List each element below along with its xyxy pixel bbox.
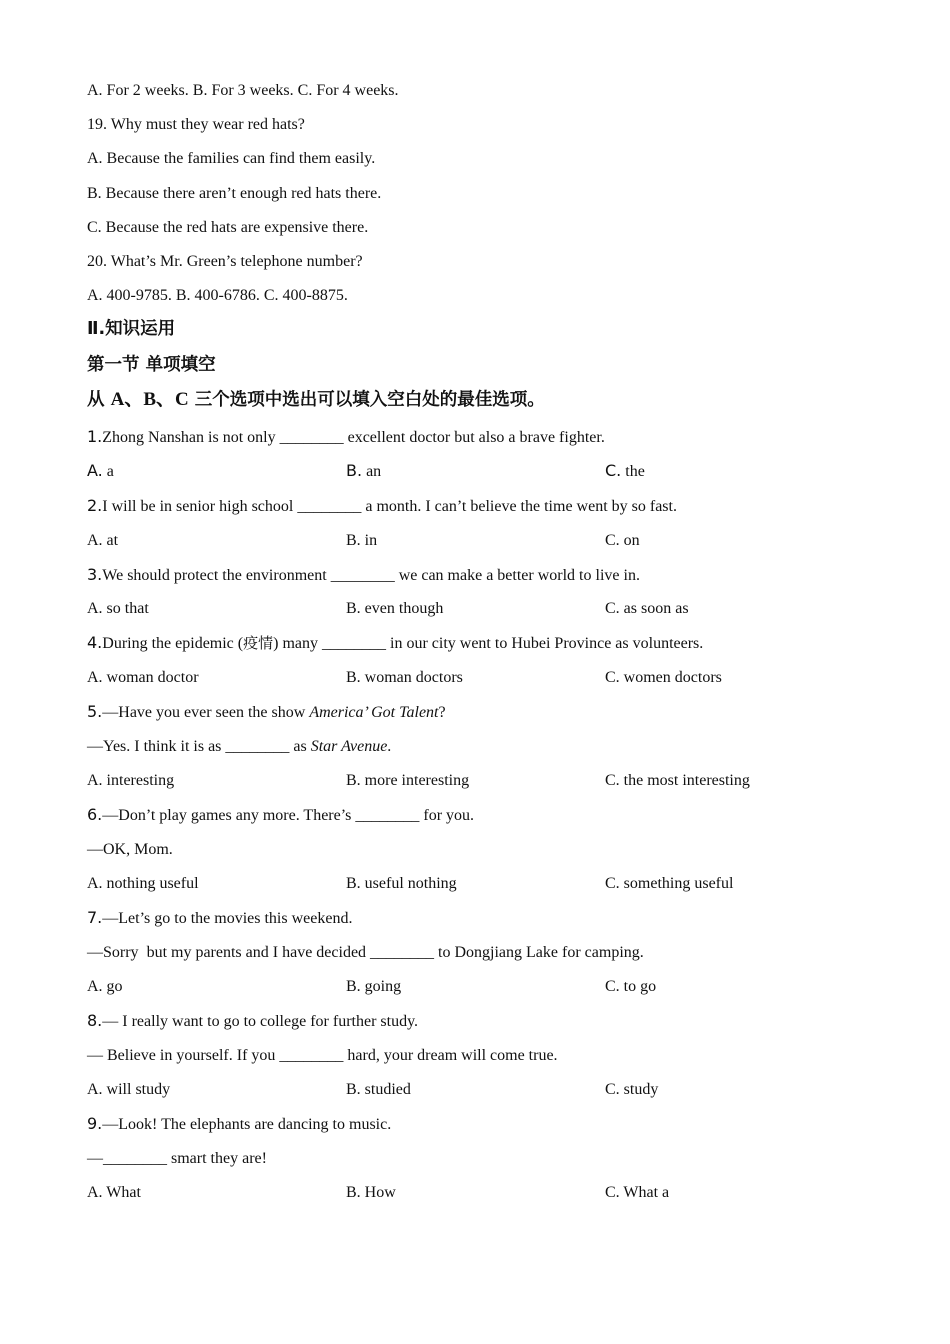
question-text: ?: [438, 704, 446, 721]
instruction-pre: 从: [87, 390, 111, 410]
question-2: [87, 496, 890, 517]
question-5-reply: [87, 737, 890, 757]
option-b: B. going: [346, 978, 402, 995]
question-9: [87, 1114, 890, 1135]
option-a: A. at: [87, 532, 119, 549]
option-letter: B.: [346, 461, 363, 480]
question-number: 6.: [87, 805, 103, 824]
question-text: — I really want to go to college for further study.: [102, 1013, 419, 1030]
option-text: a: [102, 463, 114, 480]
question-text: —Don’t play games any more. There’s ________ for you.: [102, 807, 475, 824]
question-text: ) many ________ in our city went to Hubei Province as volunteers.: [273, 635, 704, 652]
option-b: B. useful nothing: [346, 875, 457, 892]
instruction-post: 三个选项中选出可以填入空白处的最佳选项。: [188, 390, 545, 410]
reply-text: —Sorry: [87, 944, 139, 961]
question-text: —Look! The elephants are dancing to music.: [102, 1116, 392, 1133]
option-b: [346, 461, 381, 482]
q20-options: A. 400-9785. B. 400-6786. C. 400-8875.: [87, 287, 348, 304]
question-3: [87, 565, 890, 586]
q19-option-c: C. Because the red hats are expensive there.: [87, 219, 369, 236]
option-c: C. as soon as: [605, 600, 689, 617]
q18-options: A. For 2 weeks. B. For 3 weeks. C. For 4 weeks.: [87, 82, 399, 99]
option-c: C. to go: [605, 978, 657, 995]
question-number: 9.: [87, 1114, 103, 1133]
option-c: C. study: [605, 1081, 659, 1098]
option-a: A. What: [87, 1184, 141, 1201]
reply-text: —OK, Mom.: [87, 841, 173, 858]
instruction-letters: A、B、C: [110, 389, 189, 410]
option-b: B. more interesting: [346, 772, 470, 789]
question-text: We should protect the environment ________ we can make a better world to live in.: [102, 567, 640, 584]
question-7: [87, 908, 890, 929]
show-title: America’ Got Talent: [309, 704, 439, 721]
section-instruction: [87, 389, 890, 411]
q20-question: 20. What’s Mr. Green’s telephone number?: [87, 253, 363, 270]
reply-text: —Yes. I think it is as ________ as: [87, 738, 311, 755]
option-c: C. What a: [605, 1184, 670, 1201]
reply-text: — Believe in yourself. If you ________ hard, your dream will come true.: [87, 1047, 558, 1064]
question-text: —Let’s go to the movies this weekend.: [102, 910, 353, 927]
option-letter: C.: [605, 461, 622, 480]
option-a: A. go: [87, 978, 123, 995]
option-text: an: [362, 463, 382, 480]
q19-option-b: B. Because there aren’t enough red hats there.: [87, 185, 382, 202]
question-text: Zhong Nanshan is not only ________ excellent doctor but also a brave fighter.: [102, 429, 605, 446]
option-b: B. studied: [346, 1081, 411, 1098]
question-4: [87, 633, 890, 654]
question-number: 2.: [87, 496, 103, 515]
option-c: C. something useful: [605, 875, 734, 892]
show-title: Star Avenue: [310, 738, 388, 755]
question-text: —Have you ever seen the show: [102, 704, 310, 721]
question-number: 8.: [87, 1011, 103, 1030]
question-text-cjk: 疫情: [243, 634, 274, 652]
option-c: C. the most interesting: [605, 772, 750, 789]
option-a: A. interesting: [87, 772, 175, 789]
q19-question: 19. Why must they wear red hats?: [87, 116, 305, 133]
question-5: [87, 702, 890, 723]
reply-text: .: [387, 738, 392, 755]
question-text: I will be in senior high school ________ a month. I can’t believe the time went by so fast.: [102, 498, 677, 515]
reply-text: —________ smart they are!: [87, 1150, 267, 1167]
option-b: B. even though: [346, 600, 444, 617]
question-6: [87, 805, 890, 826]
option-b: B. in: [346, 532, 378, 549]
option-b: B. woman doctors: [346, 669, 463, 686]
option-b: B. How: [346, 1184, 396, 1201]
q19-option-a: A. Because the families can find them easily.: [87, 150, 376, 167]
question-7-reply: [87, 943, 890, 963]
question-number: 3.: [87, 565, 103, 584]
option-a: A. nothing useful: [87, 875, 199, 892]
section-title: 第一节 单项填空: [87, 355, 216, 375]
question-number: 7.: [87, 908, 103, 927]
question-number: 5.: [87, 702, 103, 721]
reply-text: but my parents and I have decided ________ to Dongjiang Lake for camping.: [138, 944, 644, 961]
option-a: A. woman doctor: [87, 669, 199, 686]
question-text: During the epidemic (: [102, 635, 244, 652]
option-c: [605, 461, 645, 482]
option-letter: A.: [87, 461, 103, 480]
option-c: C. on: [605, 532, 640, 549]
question-8: [87, 1011, 890, 1032]
option-text: the: [621, 463, 645, 480]
part-title: Ⅱ.知识运用: [87, 319, 176, 339]
question-6-reply: [87, 840, 890, 860]
question-number: 4.: [87, 633, 103, 652]
option-c: C. women doctors: [605, 669, 722, 686]
question-1: [87, 427, 890, 448]
option-a: A. will study: [87, 1081, 171, 1098]
question-8-reply: [87, 1046, 890, 1066]
option-a: [87, 461, 114, 482]
question-number: 1.: [87, 427, 103, 446]
option-a: A. so that: [87, 600, 149, 617]
question-9-reply: [87, 1149, 890, 1169]
